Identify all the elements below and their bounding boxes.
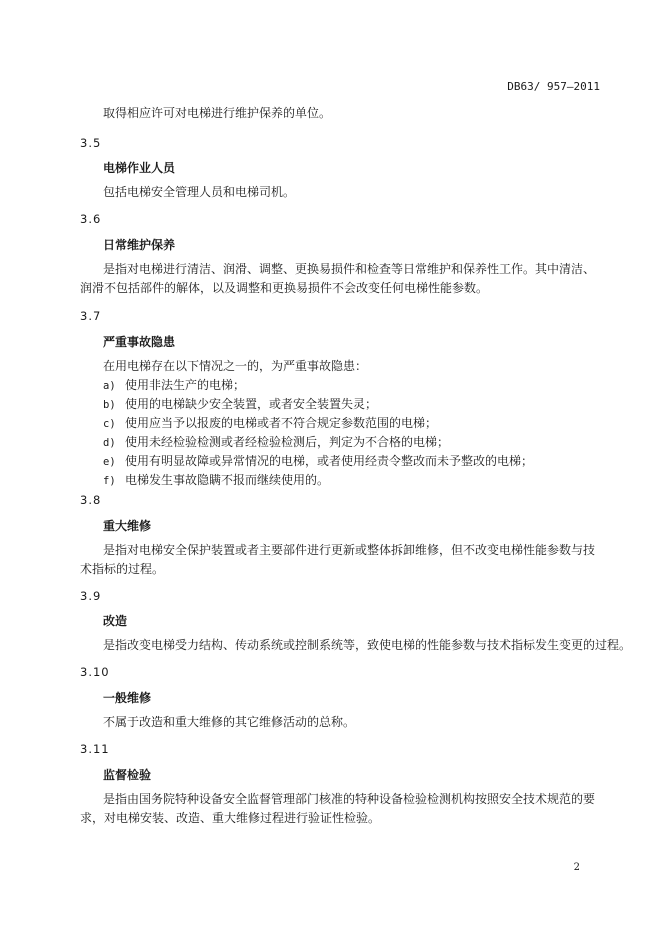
section-definition: 是指对电梯进行清洁、润滑、调整、更换易损件和检查等日常维护和保养性工作。其中清洁、润滑不包括部件的解体，以及调整和更换易损件不会改变任何电梯性能参数。 [80, 262, 596, 295]
list-item [103, 433, 449, 450]
page-number: 2 [573, 862, 580, 873]
section-definition: 不属于改造和重大维修的其它维修活动的总称。 [103, 715, 356, 729]
section-number: 3.10 [80, 665, 110, 679]
section-term: 重大维修 [103, 519, 152, 533]
section-definition: 在用电梯存在以下情况之一的，为严重事故隐患： [103, 359, 368, 373]
section-number: 3.6 [80, 212, 102, 226]
section-term: 电梯作业人员 [103, 161, 176, 175]
list-item-text: 使用应当予以报废的电梯或者不符合规定参数范围的电梯； [125, 416, 438, 430]
section-number: 3.8 [80, 493, 102, 507]
list-item [103, 376, 245, 393]
section-term: 严重事故隐患 [103, 335, 176, 349]
section-number: 3.5 [80, 136, 102, 150]
list-item-label: d) [103, 437, 116, 449]
list-item-text: 使用未经检验检测或者经检验检测后，判定为不合格的电梯； [125, 435, 450, 449]
section-definition: 是指改变电梯受力结构、传动系统或控制系统等，致使电梯的性能参数与技术指标发生变更的过程。 [103, 638, 632, 652]
list-item-label: b) [103, 399, 116, 411]
section-number: 3.7 [80, 309, 102, 323]
intro-line: 取得相应许可对电梯进行维护保养的单位。 [103, 106, 332, 120]
list-item [103, 471, 329, 488]
list-item [103, 395, 377, 412]
document-code: DB63/ 957—2011 [507, 80, 600, 93]
list-item-text: 电梯发生事故隐瞒不报而继续使用的。 [125, 473, 330, 487]
list-item [103, 452, 533, 469]
section-definition: 是指由国务院特种设备安全监督管理部门核准的特种设备检验检测机构按照安全技术规范的要求，对电梯安装、改造、重大维修过程进行验证性检验。 [80, 792, 596, 825]
list-item-label: a) [103, 380, 116, 392]
list-item-text: 使用非法生产的电梯； [125, 378, 246, 392]
list-item-text: 使用有明显故障或异常情况的电梯，或者使用经责令整改而未予整改的电梯； [125, 454, 534, 468]
section-number: 3.11 [80, 742, 110, 756]
list-item-label: e) [103, 456, 116, 468]
section-definition: 包括电梯安全管理人员和电梯司机。 [103, 185, 296, 199]
section-term: 监督检验 [103, 768, 152, 782]
section-number: 3.9 [80, 589, 102, 603]
section-term: 一般维修 [103, 691, 152, 705]
section-term: 改造 [103, 614, 128, 628]
list-item-label: f) [103, 475, 116, 487]
list-item-text: 使用的电梯缺少安全装置，或者安全装置失灵； [125, 397, 378, 411]
list-item-label: c) [103, 418, 116, 430]
section-definition: 是指对电梯安全保护装置或者主要部件进行更新或整体拆卸维修，但不改变电梯性能参数与技术指标的过程。 [80, 543, 596, 576]
list-item [103, 414, 437, 431]
section-term: 日常维护保养 [103, 238, 176, 252]
